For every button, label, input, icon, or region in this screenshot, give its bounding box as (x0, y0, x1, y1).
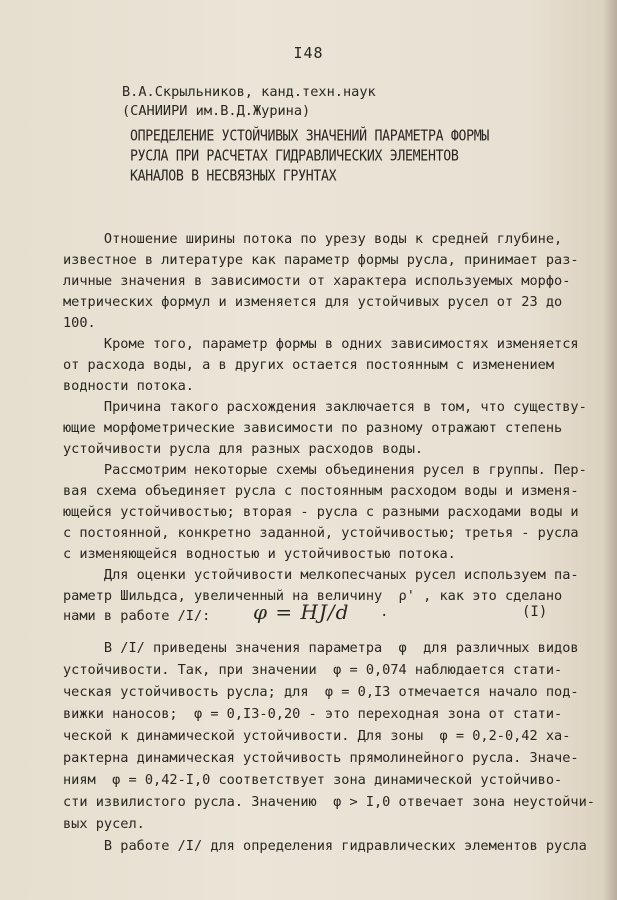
body-line: Отношение ширины потока по урезу воды к средней глубине, (63, 231, 563, 247)
title-line: РУСЛА ПРИ РАСЧЕТАХ ГИДРАВЛИЧЕСКИХ ЭЛЕМЕНТОВ (130, 148, 459, 166)
body-line: известное в литературе как параметр формы русла, принимает раз- (63, 252, 579, 268)
body-line: с постоянной, конкретно заданной, устойчивостью; третья - русла (63, 525, 579, 541)
body-line: ниям φ = 0,42-I,0 соответствует зона динамической устойчиво- (63, 772, 563, 788)
body-line: Для оценки устойчивости мелкопесчаных русел используем па- (63, 567, 579, 583)
body-line: раметр Шильдса, увеличенный на величину ρ' , как это сделано (63, 588, 563, 604)
body-line: В /I/ приведены значения параметра φ для различных видов (63, 640, 579, 656)
formula-expression: φ = HJ/d (253, 600, 350, 624)
body-line: вая схема объединяет русла с постоянным расходом воды и изменя- (63, 483, 579, 499)
body-line: с изменяющейся водностью и устойчивостью потока. (63, 546, 456, 562)
body-line: водности потока. (63, 378, 194, 394)
page-binding-shadow (603, 0, 617, 900)
author-name: В.А.Скрыльников, канд.техн.наук (122, 84, 376, 100)
body-line: ческой к динамической устойчивости. Для зоны φ = 0,2-0,42 ха- (63, 728, 571, 744)
body-line: рактерна динамическая устойчивость прямолинейного русла. Значе- (63, 750, 579, 766)
body-line: от расхода воды, а в других остается постоянным с изменением (63, 357, 555, 373)
author-affiliation: (САНИИРИ им.В.Д.Журина) (122, 103, 311, 119)
body-line: 100. (63, 315, 96, 331)
body-line: нами в работе /I/: (63, 608, 211, 624)
formula-number: (I) (522, 604, 548, 620)
page-number: I48 (293, 44, 324, 62)
body-line: ющейся устойчивостью; вторая - русла с разными расходами воды и (63, 504, 579, 520)
body-line: личные значения в зависимости от характера используемых морфо- (63, 273, 571, 289)
body-line: Причина такого расхождения заключается в том, что существу- (63, 399, 587, 415)
body-line: устойчивости. Так, при значении φ = 0,074 наблюдается стати- (63, 662, 563, 678)
body-line: вижки наносов; φ = 0,I3-0,20 - это переходная зона от стати- (63, 706, 563, 722)
body-line: Рассмотрим некоторые схемы объединения русел в группы. Пер- (63, 462, 587, 478)
body-line: Кроме того, параметр формы в одних зависимостях изменяется (63, 336, 579, 352)
body-line: вых русел. (63, 816, 145, 832)
title-line: ОПРЕДЕЛЕНИЕ УСТОЙЧИВЫХ ЗНАЧЕНИЙ ПАРАМЕТРА ФОРМЫ (130, 128, 490, 146)
body-line: ческая устойчивость русла; для φ = 0,I3 отмечается начало под- (63, 684, 579, 700)
body-line: устойчивости русла для разных расходов воды. (63, 441, 424, 457)
formula-dot: . (380, 604, 389, 620)
title-line: КАНАЛОВ В НЕСВЯЗНЫХ ГРУНТАХ (130, 168, 337, 186)
body-line: метрических формул и изменяется для устойчивых русел от 23 до (63, 294, 563, 310)
body-line: ющие морфометрические зависимости по разному отражают степень (63, 420, 563, 436)
body-line: сти извилистого русла. Значению φ > I,0 отвечает зона неустойчи- (63, 794, 595, 810)
body-line: В работе /I/ для определения гидравлических элементов русла (63, 838, 587, 854)
